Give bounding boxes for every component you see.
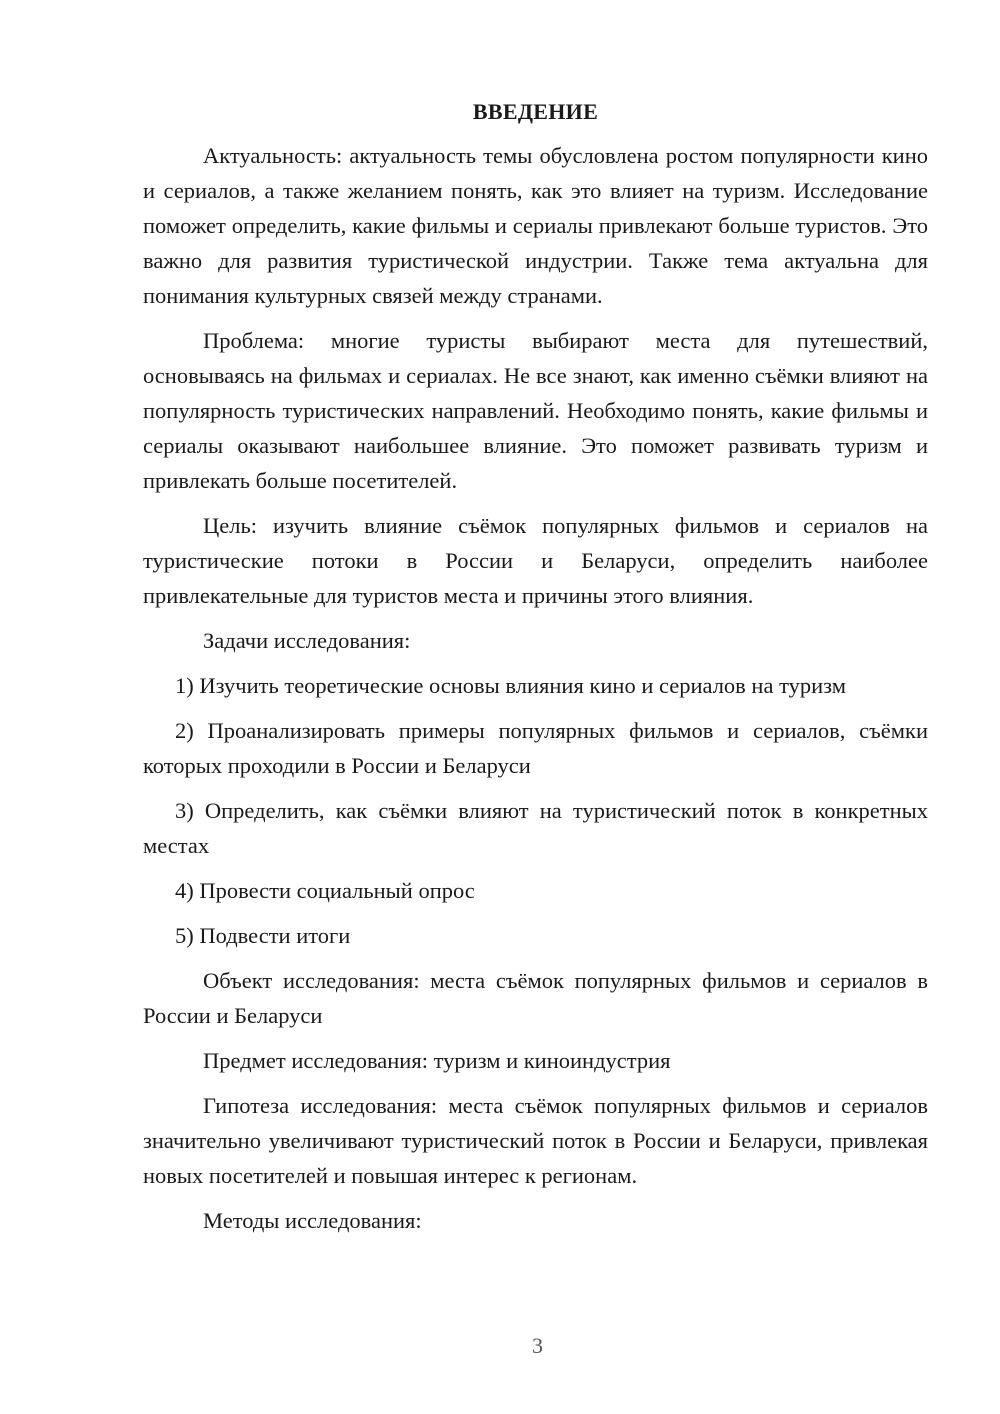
task-item-1: 1) Изучить теоретические основы влияния кино и сериалов на туризм bbox=[175, 673, 846, 698]
problem-paragraph: Проблема: многие туристы выбирают места для путешествий, основываясь на фильмах и сериалах. Не все знают, как именно съёмки влияют на популярность туристических направлений. Необходимо понять, какие фильмы и сериалы оказывают наибольшее влияние. Это поможет развивать туризм и привлекать больше посетителей. bbox=[143, 328, 928, 493]
subject-paragraph: Предмет исследования: туризм и киноиндустрия bbox=[203, 1048, 671, 1073]
tasks-heading: Задачи исследования: bbox=[203, 628, 411, 653]
page-number: 3 bbox=[532, 1333, 543, 1358]
section-title: ВВЕДЕНИЕ bbox=[472, 99, 599, 124]
methods-heading: Методы исследования: bbox=[203, 1208, 422, 1233]
task-item-3: 3) Определить, как съёмки влияют на туристический поток в конкретных местах bbox=[143, 798, 928, 858]
task-item-2: 2) Проанализировать примеры популярных фильмов и сериалов, съёмки которых проходили в России и Беларуси bbox=[143, 718, 928, 778]
task-item-5: 5) Подвести итоги bbox=[175, 923, 351, 948]
hypothesis-paragraph: Гипотеза исследования: места съёмок популярных фильмов и сериалов значительно увеличивают туристический поток в России и Беларуси, привлекая новых посетителей и повышая интерес к регионам. bbox=[143, 1093, 928, 1188]
object-paragraph: Объект исследования: места съёмок популярных фильмов и сериалов в России и Беларуси bbox=[143, 968, 928, 1028]
relevance-paragraph: Актуальность: актуальность темы обусловлена ростом популярности кино и сериалов, а также желанием понять, как это влияет на туризм. Исследование поможет определить, какие фильмы и сериалы привлекают больше туристов. Это важно для развития туристической индустрии. Также тема актуальна для понимания культурных связей между странами. bbox=[143, 143, 928, 308]
document-body bbox=[143, 92, 928, 1248]
task-item-4: 4) Провести социальный опрос bbox=[175, 878, 475, 903]
goal-paragraph: Цель: изучить влияние съёмок популярных фильмов и сериалов на туристические потоки в России и Беларуси, определить наиболее привлекательные для туристов места и причины этого влияния. bbox=[143, 513, 928, 608]
